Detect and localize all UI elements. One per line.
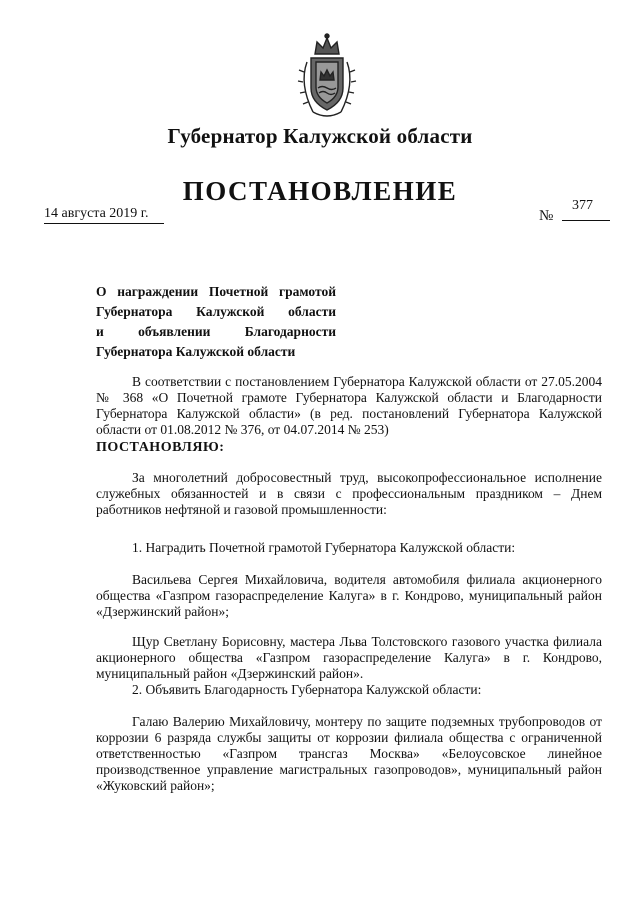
number-sign: №: [539, 208, 554, 224]
preamble-block: [96, 374, 602, 438]
subject-line: Губернатора Калужской области: [96, 344, 296, 359]
award-2-block: [96, 634, 602, 682]
award-2-text: Щур Светлану Борисовну, мастера Льва Толстовского газового участка филиала акционерного общества «Газпром газораспределение Калуга» в г. Кондрово, муниципальный район «Дзержинский район».: [96, 634, 602, 681]
thanks-1-block: [96, 714, 602, 794]
preamble-text: В соответствии с постановлением Губернатора Калужской области от 27.05.2004 № 368 «О Почетной грамоте Губернатора Калужской области и Благодарности Губернатора Калужской области» (в ред. постановлений Губернатора Калужской области от 01.08.2012 № 376, от 04.07.2014 № 253): [96, 374, 602, 437]
document-date: 14 августа 2019 г.: [44, 206, 164, 224]
subject-line: и объявлении Благодарности: [96, 324, 336, 339]
subject-line: Губернатора Калужской области: [96, 304, 336, 319]
number-underline: [562, 220, 610, 221]
item-1-block: [96, 540, 602, 556]
decree-word: ПОСТАНОВЛЯЮ:: [96, 440, 225, 455]
kaluga-coat-of-arms-emblem: [295, 32, 359, 120]
thanks-1-text: Галаю Валерию Михайловичу, монтеру по защите подземных трубопроводов от коррозии 6 разряда службы защиты от коррозии филиала общества с ограниченной ответственностью «Газпром трансгаз Москва» «Белоусовское линейное производственное управление магистральных газопроводов», муниципальный район «Жуковский район»;: [96, 714, 602, 793]
reason-block: [96, 470, 602, 518]
issuing-authority: Губернатор Калужской области: [167, 124, 473, 148]
document-number: 377: [572, 198, 593, 213]
document-subject: [96, 282, 336, 362]
award-1-block: [96, 572, 602, 620]
subject-line: О награждении Почетной грамотой: [96, 284, 336, 299]
item-1-text: 1. Наградить Почетной грамотой Губернатора Калужской области:: [132, 540, 516, 555]
award-1-text: Васильева Сергея Михайловича, водителя автомобиля филиала акционерного общества «Газпром газораспределение Калуга» в г. Кондрово, муниципальный район «Дзержинский район»;: [96, 572, 602, 619]
reason-text: За многолетний добросовестный труд, высокопрофессиональное исполнение служебных обязанностей и в связи с профессиональным праздником – Днем работников нефтяной и газовой промышленности:: [96, 470, 602, 517]
document-type-title: ПОСТАНОВЛЕНИЕ: [182, 176, 458, 206]
item-2-block: [96, 682, 602, 698]
item-2-text: 2. Объявить Благодарность Губернатора Калужской области:: [132, 682, 482, 697]
